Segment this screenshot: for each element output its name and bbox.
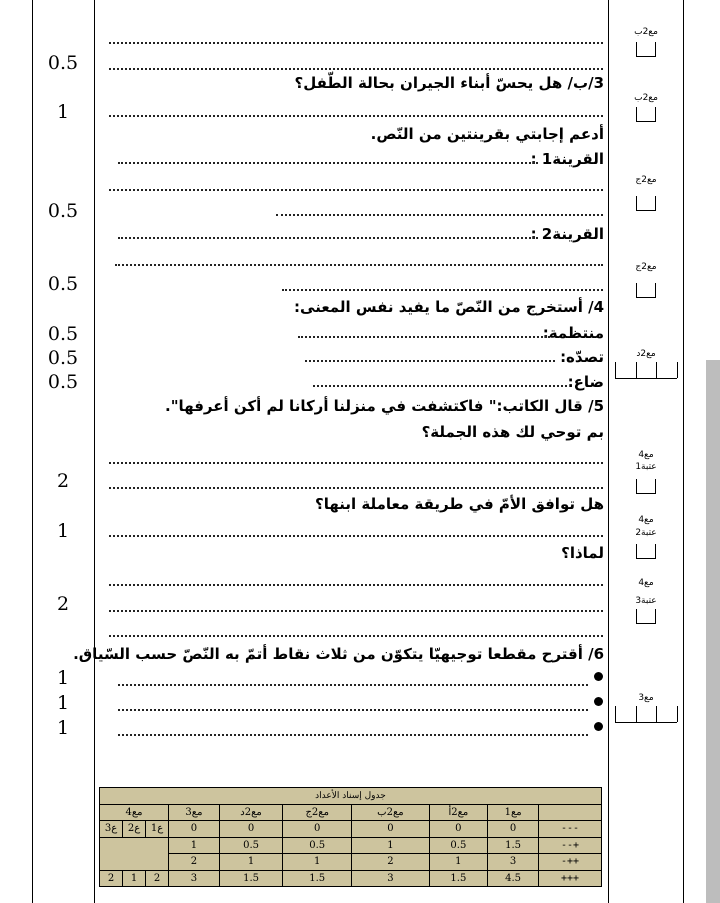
grading-cell: 0 <box>488 821 539 838</box>
grading-header: مع1 <box>488 804 539 821</box>
score: 0.5 <box>47 323 79 345</box>
criterion-label: مع2ج <box>635 262 657 272</box>
grading-cell: 0.5 <box>219 837 282 854</box>
grading-header: مع2ج <box>283 804 352 821</box>
grading-cell: 0 <box>219 821 282 838</box>
question-5-sub: لماذا؟ <box>561 544 604 562</box>
criterion-label: مع4 <box>638 578 654 588</box>
grading-subheader: ع1 <box>146 821 169 838</box>
answer-line[interactable] <box>109 580 603 586</box>
grading-row-label: +-- <box>539 837 602 854</box>
criterion-label: مع2د <box>636 349 656 359</box>
answer-line[interactable] <box>305 356 555 362</box>
answer-line[interactable] <box>118 680 588 686</box>
criteria-column-divider <box>608 0 609 903</box>
score: 1 <box>56 667 70 689</box>
grading-row-label: --- <box>539 821 602 838</box>
criterion-label: مع3 <box>638 693 654 703</box>
grading-cell: 1 <box>283 854 352 871</box>
criterion-box[interactable] <box>636 479 656 494</box>
score: 0.5 <box>47 200 79 222</box>
answer-line[interactable] <box>276 210 603 216</box>
score: 0.5 <box>47 347 79 369</box>
grading-cell: 3 <box>488 854 539 871</box>
page-edge-shadow <box>706 360 720 903</box>
criterion-row-boxes[interactable] <box>615 362 677 379</box>
criterion-box[interactable] <box>636 42 656 57</box>
criterion-box[interactable] <box>636 107 656 122</box>
grading-header-empty <box>539 804 602 821</box>
grading-cell: 1 <box>169 837 220 854</box>
left-border <box>32 0 33 903</box>
answer-line[interactable] <box>109 38 603 44</box>
score: 1 <box>56 717 70 739</box>
grading-cell: 4.5 <box>488 870 539 887</box>
score: 1 <box>56 692 70 714</box>
criterion-label: عتبة1 <box>635 462 657 472</box>
criterion-box[interactable] <box>636 544 656 559</box>
answer-line[interactable] <box>109 64 603 70</box>
answer-line[interactable] <box>118 705 588 711</box>
answer-line[interactable] <box>298 332 550 338</box>
answer-line[interactable] <box>118 730 588 736</box>
grading-header: مع4 <box>100 804 169 821</box>
criterion-box[interactable] <box>636 196 656 211</box>
grading-cell: 3 <box>169 870 220 887</box>
bullet-icon <box>594 672 603 681</box>
grading-cell: 1 <box>352 837 429 854</box>
bullet-icon <box>594 722 603 731</box>
criterion-label: عتبة2 <box>635 528 657 538</box>
grading-cell: 0.5 <box>429 837 488 854</box>
support-prompt: أدعم إجابتي بقرينتين من النّص. <box>370 125 604 143</box>
question-5-sub: هل توافق الأمّ في طريقة معاملة ابنها؟ <box>315 495 604 513</box>
question-6: 6/ أقترح مقطعا توجيهيّا يتكوّن من ثلاث نقاط أتمّ به النّصّ حسب السّياق. <box>73 645 604 663</box>
grading-cell: 1.5 <box>488 837 539 854</box>
grading-cell: 1.5 <box>429 870 488 887</box>
clue-2-label: القرينة2 : <box>530 225 604 243</box>
grading-cell: 1.5 <box>219 870 282 887</box>
criterion-box[interactable] <box>636 609 656 624</box>
q4-item: ضاع: <box>567 373 604 391</box>
grading-cell: 2 <box>352 854 429 871</box>
grading-subheader: ع2 <box>123 821 146 838</box>
q4-item: تصدّه: <box>560 348 604 366</box>
score: 0.5 <box>47 52 79 74</box>
answer-line[interactable] <box>109 111 603 117</box>
criterion-row-boxes[interactable] <box>615 706 677 723</box>
question-5-sub: بم توحي لك هذه الجملة؟ <box>421 423 604 441</box>
answer-line[interactable] <box>282 285 603 291</box>
grading-cell: 1 <box>123 870 146 887</box>
grading-table <box>99 787 602 887</box>
criterion-box[interactable] <box>636 283 656 298</box>
grading-row-label: +++ <box>539 870 602 887</box>
clue-1-label: القرينة1 : <box>530 150 604 168</box>
score: 2 <box>56 593 70 615</box>
grading-cell: 0 <box>352 821 429 838</box>
answer-line[interactable] <box>109 458 603 464</box>
grading-cell: 0 <box>429 821 488 838</box>
grading-cell: 1 <box>429 854 488 871</box>
criterion-label: مع4 <box>638 515 654 525</box>
answer-line[interactable] <box>118 233 538 239</box>
criterion-label: عتبة3 <box>635 596 657 606</box>
grading-cell: 3 <box>352 870 429 887</box>
score: 0.5 <box>47 371 79 393</box>
criterion-label: مع2ب <box>634 27 658 37</box>
score: 1 <box>56 520 70 542</box>
bullet-icon <box>594 697 603 706</box>
answer-line[interactable] <box>115 260 603 266</box>
criterion-label: مع2ج <box>635 175 657 185</box>
grading-subheader: ع3 <box>100 821 123 838</box>
answer-line[interactable] <box>109 483 603 489</box>
question-3b: 3/ب/ هل يحسّ أبناء الجيران بحالة الطّفل؟ <box>294 74 604 92</box>
grading-cell: 2 <box>100 870 123 887</box>
grading-cell: 1 <box>219 854 282 871</box>
grading-header: مع2ب <box>352 804 429 821</box>
question-4: 4/ أستخرج من النّصّ ما يفيد نفس المعنى: <box>294 298 604 316</box>
score-column-divider <box>94 0 95 903</box>
grading-cell: 0 <box>169 821 220 838</box>
score: 2 <box>56 470 70 492</box>
grading-cell: 0 <box>283 821 352 838</box>
grading-row-label: ++- <box>539 854 602 871</box>
grading-table-caption: جدول إسناد الأعداد <box>100 788 602 805</box>
criterion-label: مع4 <box>638 450 654 460</box>
answer-line[interactable] <box>109 531 603 537</box>
answer-line[interactable] <box>109 606 603 612</box>
answer-line[interactable] <box>313 381 567 387</box>
grading-cell: 0.5 <box>283 837 352 854</box>
right-border <box>683 0 684 903</box>
answer-line[interactable] <box>109 185 603 191</box>
score: 0.5 <box>47 273 79 295</box>
grading-cell: 2 <box>169 854 220 871</box>
grading-header: مع2أ <box>429 804 488 821</box>
grading-cell: 1.5 <box>283 870 352 887</box>
grading-header: مع2د <box>219 804 282 821</box>
question-5: 5/ قال الكاتب:" فاكتشفت في منزلنا أركانا لم أكن أعرفها". <box>165 397 604 415</box>
answer-line[interactable] <box>118 158 538 164</box>
score: 1 <box>56 101 70 123</box>
grading-cell: 2 <box>146 870 169 887</box>
grading-header: مع3 <box>169 804 220 821</box>
answer-line[interactable] <box>109 631 603 637</box>
grading-cell-merged <box>100 837 169 870</box>
criterion-label: مع2ب <box>634 93 658 103</box>
q4-item: منتظمة: <box>542 324 604 342</box>
